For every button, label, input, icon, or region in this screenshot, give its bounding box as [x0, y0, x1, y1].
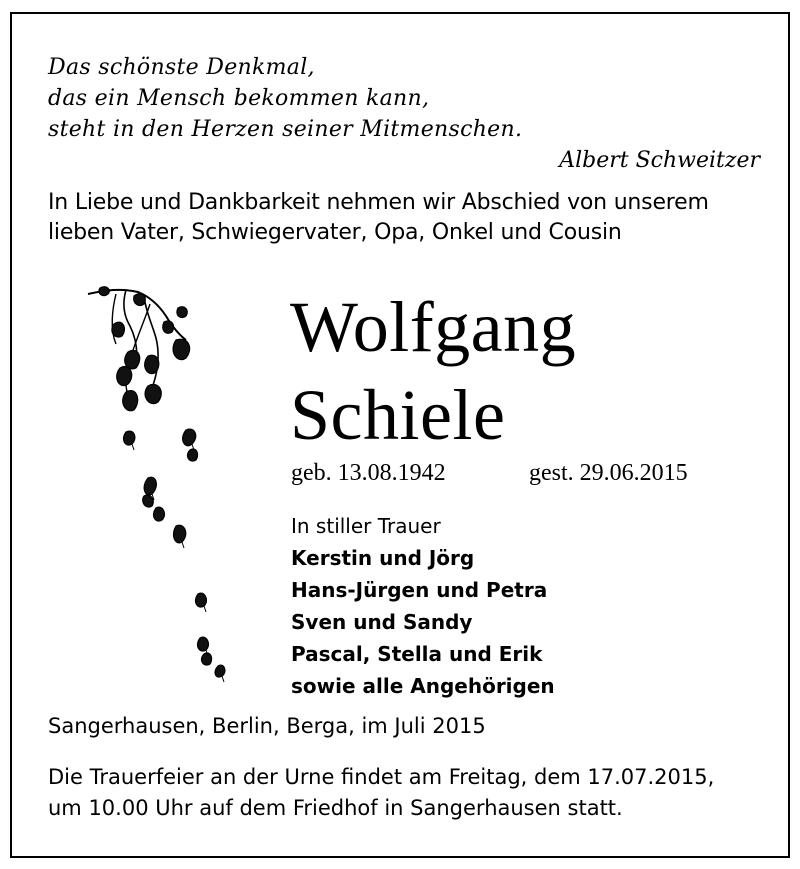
service-line: Die Trauerfeier an der Urne findet am Freitag, dem 17.07.2015,: [48, 765, 715, 789]
death-date: gest. 29.06.2015: [529, 460, 688, 486]
mourners-intro: In stiller Trauer: [291, 514, 441, 538]
farewell-text: [48, 188, 768, 248]
mourner-name: Hans-Jürgen und Petra: [291, 578, 548, 602]
life-dates: [291, 460, 761, 490]
memorial-quote: [48, 52, 768, 145]
mourner-name: Kerstin und Jörg: [291, 546, 475, 570]
mourner-name: Sven und Sandy: [291, 610, 473, 634]
mourner-name: sowie alle Angehörigen: [291, 674, 555, 698]
mourner-name: Pascal, Stella und Erik: [291, 642, 543, 666]
deceased-name: [290, 283, 576, 459]
quote-line: steht in den Herzen seiner Mitmenschen.: [48, 117, 523, 142]
farewell-line: In Liebe und Dankbarkeit nehmen wir Abschied von unserem: [48, 190, 709, 215]
place-and-date: Sangerhausen, Berlin, Berga, im Juli 2015: [48, 714, 486, 738]
falling-leaves-icon: [86, 282, 246, 692]
funeral-service-info: [48, 762, 778, 824]
quote-line: Das schönste Denkmal,: [48, 55, 315, 80]
quote-author: Albert Schweitzer: [559, 148, 760, 173]
farewell-line: lieben Vater, Schwiegervater, Opa, Onkel und Cousin: [48, 220, 622, 245]
last-name: Schiele: [290, 375, 506, 455]
first-name: Wolfgang: [290, 287, 577, 367]
birth-date: geb. 13.08.1942: [291, 460, 446, 486]
mourners-list: [291, 510, 711, 702]
quote-line: das ein Mensch bekommen kann,: [48, 86, 430, 111]
service-line: um 10.00 Uhr auf dem Friedhof in Sangerhausen statt.: [48, 796, 623, 820]
